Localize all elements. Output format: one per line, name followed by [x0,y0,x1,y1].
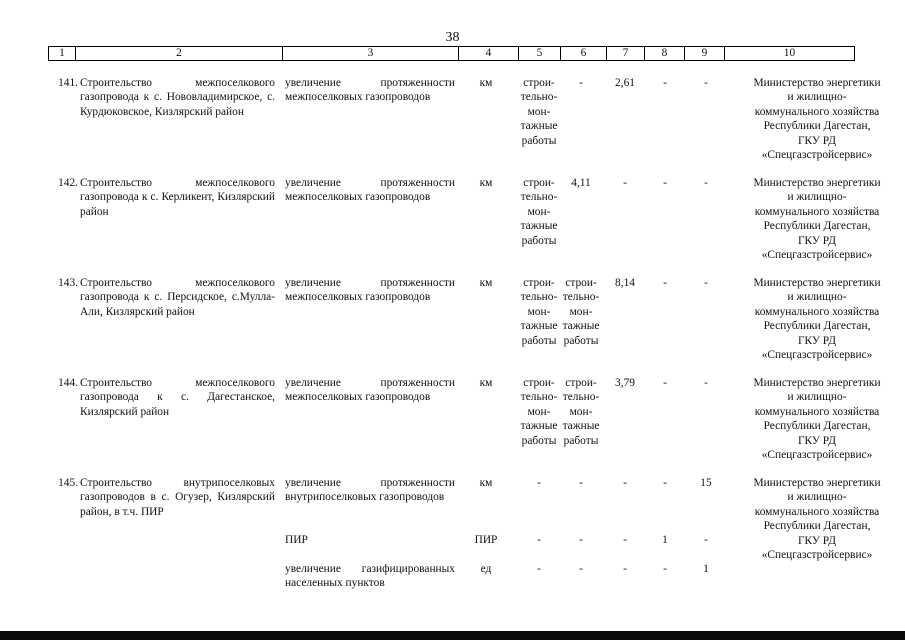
value-col9: - [704,177,708,189]
unit: ПИР [474,534,498,546]
value-col9: - [704,277,708,289]
project-name: Строительство межпоселкового газопровода к с. Дагестанское, Кизлярский район [80,377,275,418]
unit: км [479,277,493,289]
work-type: строи- тельно- мон- тажные работы [562,377,600,447]
value-col5: - [537,534,541,546]
effect-text: увеличение протяженности межпоселковых газопроводов [285,377,455,404]
value-col7: - [623,477,627,489]
header-cell: 10 [725,47,855,61]
row-number: 142. [58,177,78,189]
value-col8: 1 [662,534,668,546]
value-col6: - [579,77,583,89]
value-col7: 2,61 [615,77,635,89]
value-col8: - [663,77,667,89]
value-col9: 1 [703,563,709,575]
header-cell: 7 [607,47,645,61]
value-col5: - [537,477,541,489]
unit: км [479,377,493,389]
value-col6: - [579,477,583,489]
effect-text: увеличение протяженности межпоселковых газопроводов [285,177,455,204]
header-cell: 2 [76,47,283,61]
responsible-org: Министерство энергетики и жилищно- коммунального хозяйства Республики Дагестан, ГКУ РД «Спецгазстройсервис» [753,477,881,562]
header-cell: 4 [459,47,519,61]
value-col7: 8,14 [615,277,635,289]
effect-text: ПИР [285,534,308,546]
responsible-org: Министерство энергетики и жилищно- коммунального хозяйства Республики Дагестан, ГКУ РД «Спецгазстройсервис» [753,77,881,162]
header-cell: 6 [561,47,607,61]
effect-text: увеличение протяженности внутрипоселковых газопроводов [285,477,455,504]
row-number: 141. [58,77,78,89]
page-number: 38 [445,30,460,45]
project-name: Строительство внутрипоселковых газопроводов в с. Огузер, Кизлярский район, в т.ч. ПИР [80,477,275,518]
work-type: строи- тельно- мон- тажные работы [520,277,558,347]
header-cell: 9 [685,47,725,61]
effect-text: увеличение протяженности межпоселковых газопроводов [285,277,455,304]
value-col8: - [663,177,667,189]
row-number: 143. [58,277,78,289]
unit: ед [480,563,492,575]
header-cell: 8 [645,47,685,61]
unit: км [479,477,493,489]
value-col6: - [579,563,583,575]
value-col7: - [623,563,627,575]
effect-text: увеличение протяженности межпоселковых газопроводов [285,77,455,104]
unit: км [479,77,493,89]
responsible-org: Министерство энергетики и жилищно- коммунального хозяйства Республики Дагестан, ГКУ РД «Спецгазстройсервис» [753,377,881,462]
header-cell: 1 [49,47,76,61]
responsible-org: Министерство энергетики и жилищно- коммунального хозяйства Республики Дагестан, ГКУ РД «Спецгазстройсервис» [753,177,881,262]
value-col9: 15 [700,477,712,489]
value-col6: 4,11 [571,177,591,189]
work-type: строи- тельно- мон- тажные работы [520,377,558,447]
value-col5: - [537,563,541,575]
value-col8: - [663,563,667,575]
project-name: Строительство межпоселкового газопровода к с. Персидское, с.Мулла-Али, Кизлярский район [80,277,275,318]
row-number: 144. [58,377,78,389]
value-col8: - [663,377,667,389]
unit: км [479,177,493,189]
value-col8: - [663,277,667,289]
project-name: Строительство межпоселкового газопровода к с. Керликент, Кизлярский район [80,177,275,218]
column-number-header [48,46,855,61]
value-col9: - [704,377,708,389]
value-col7: - [623,177,627,189]
value-col8: - [663,477,667,489]
value-col7: 3,79 [615,377,635,389]
responsible-org: Министерство энергетики и жилищно- коммунального хозяйства Республики Дагестан, ГКУ РД «Спецгазстройсервис» [753,277,881,362]
work-type: строи- тельно- мон- тажные работы [520,177,558,247]
scan-edge [0,631,905,640]
row-number: 145. [58,477,78,489]
work-type: строи- тельно- мон- тажные работы [562,277,600,347]
value-col6: - [579,534,583,546]
value-col7: - [623,534,627,546]
effect-text: увеличение газифицированных населенных пунктов [285,563,455,590]
header-cell: 3 [283,47,459,61]
value-col9: - [704,534,708,546]
work-type: строи- тельно- мон- тажные работы [520,77,558,147]
value-col9: - [704,77,708,89]
header-cell: 5 [519,47,561,61]
project-name: Строительство межпоселкового газопровода к с. Нововладимирское, с. Курдюковское, Кизлярский район [80,77,275,118]
